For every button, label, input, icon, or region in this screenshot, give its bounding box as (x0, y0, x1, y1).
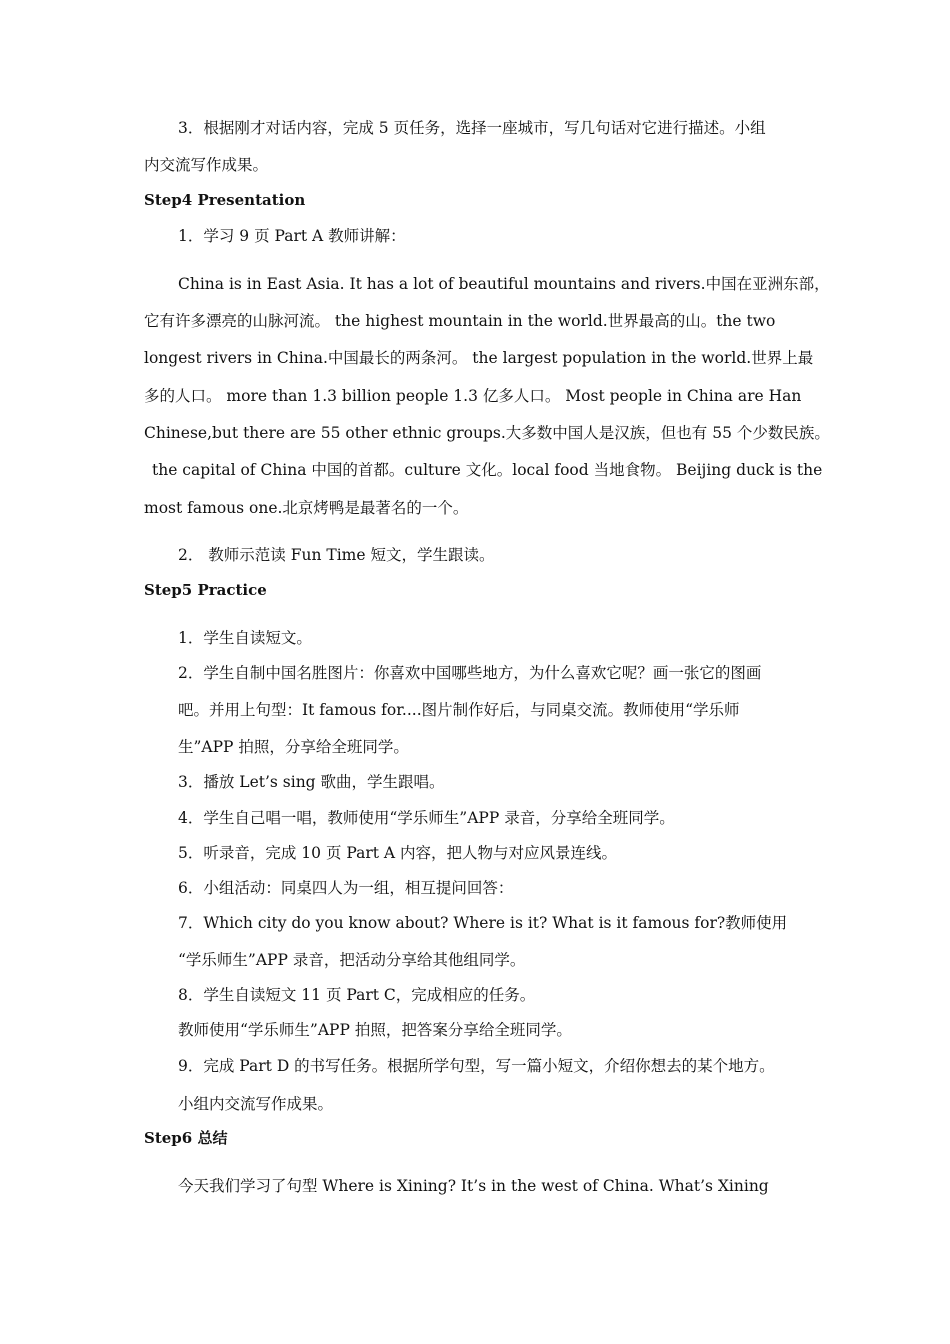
text-line: 2．学生自制中国名胜图片：你喜欢中国哪些地方，为什么喜欢它呢？画一张它的图画 (178, 664, 762, 682)
text-line: 今天我们学习了句型 Where is Xining? It’s in the west of China. What’s Xining (178, 1177, 769, 1195)
text-line: 8．学生自读短文 11 页 Part C，完成相应的任务。 (178, 986, 536, 1004)
text-line: 9．完成 Part D 的书写任务。根据所学句型，写一篇小短文，介绍你想去的某个地方。 (178, 1057, 775, 1075)
text-line: most famous one.北京烤鸭是最著名的一个。 (144, 499, 469, 517)
text-line: 多的人口。 more than 1.3 billion people 1.3 亿多人口。 Most people in China are Han (144, 387, 802, 405)
text-line: the capital of China 中国的首都。culture 文化。local food 当地食物。 Beijing duck is the (152, 461, 823, 479)
text-line: 吧。并用上句型：It famous for....图片制作好后，与同桌交流。教师使用“学乐师 (178, 701, 740, 719)
text-line: 3．播放 Let’s sing 歌曲，学生跟唱。 (178, 773, 445, 791)
text-line: 教师使用“学乐师生”APP 拍照，把答案分享给全班同学。 (178, 1021, 572, 1039)
text-line: 生”APP 拍照，分享给全班同学。 (178, 738, 409, 756)
text-line: 小组内交流写作成果。 (178, 1095, 334, 1113)
text-line: 它有许多漂亮的山脉河流。 the highest mountain in the world.世界最高的山。the two (144, 312, 776, 330)
text-line: 2． 教师示范读 Fun Time 短文，学生跟读。 (178, 546, 495, 564)
text-line: 3．根据刚才对话内容，完成 5 页任务，选择一座城市，写几句话对它进行描述。小组 (178, 119, 766, 137)
section-heading: Step4 Presentation (144, 191, 306, 209)
text-line: 6．小组活动：同桌四人为一组，相互提问回答： (178, 879, 514, 897)
text-line: Chinese,but there are 55 other ethnic groups.大多数中国人是汉族，但也有 55 个少数民族。 (144, 424, 830, 442)
text-line: 7．Which city do you know about? Where is it? What is it famous for?教师使用 (178, 914, 788, 932)
text-line: 内交流写作成果。 (144, 156, 269, 174)
text-line: “学乐师生”APP 录音，把活动分享给其他组同学。 (178, 951, 526, 969)
text-line: 1．学生自读短文。 (178, 629, 312, 647)
section-heading: Step6 总结 (144, 1129, 228, 1147)
text-line: 5．听录音，完成 10 页 Part A 内容，把人物与对应风景连线。 (178, 844, 618, 862)
text-line: 4．学生自己唱一唱，教师使用“学乐师生”APP 录音，分享给全班同学。 (178, 809, 675, 827)
text-line: longest rivers in China.中国最长的两条河。 the largest population in the world.世界上最 (144, 349, 814, 367)
text-line: 1．学习 9 页 Part A 教师讲解： (178, 227, 406, 245)
section-heading: Step5 Practice (144, 581, 267, 599)
text-line: China is in East Asia. It has a lot of beautiful mountains and rivers.中国在亚洲东部， (178, 275, 830, 293)
